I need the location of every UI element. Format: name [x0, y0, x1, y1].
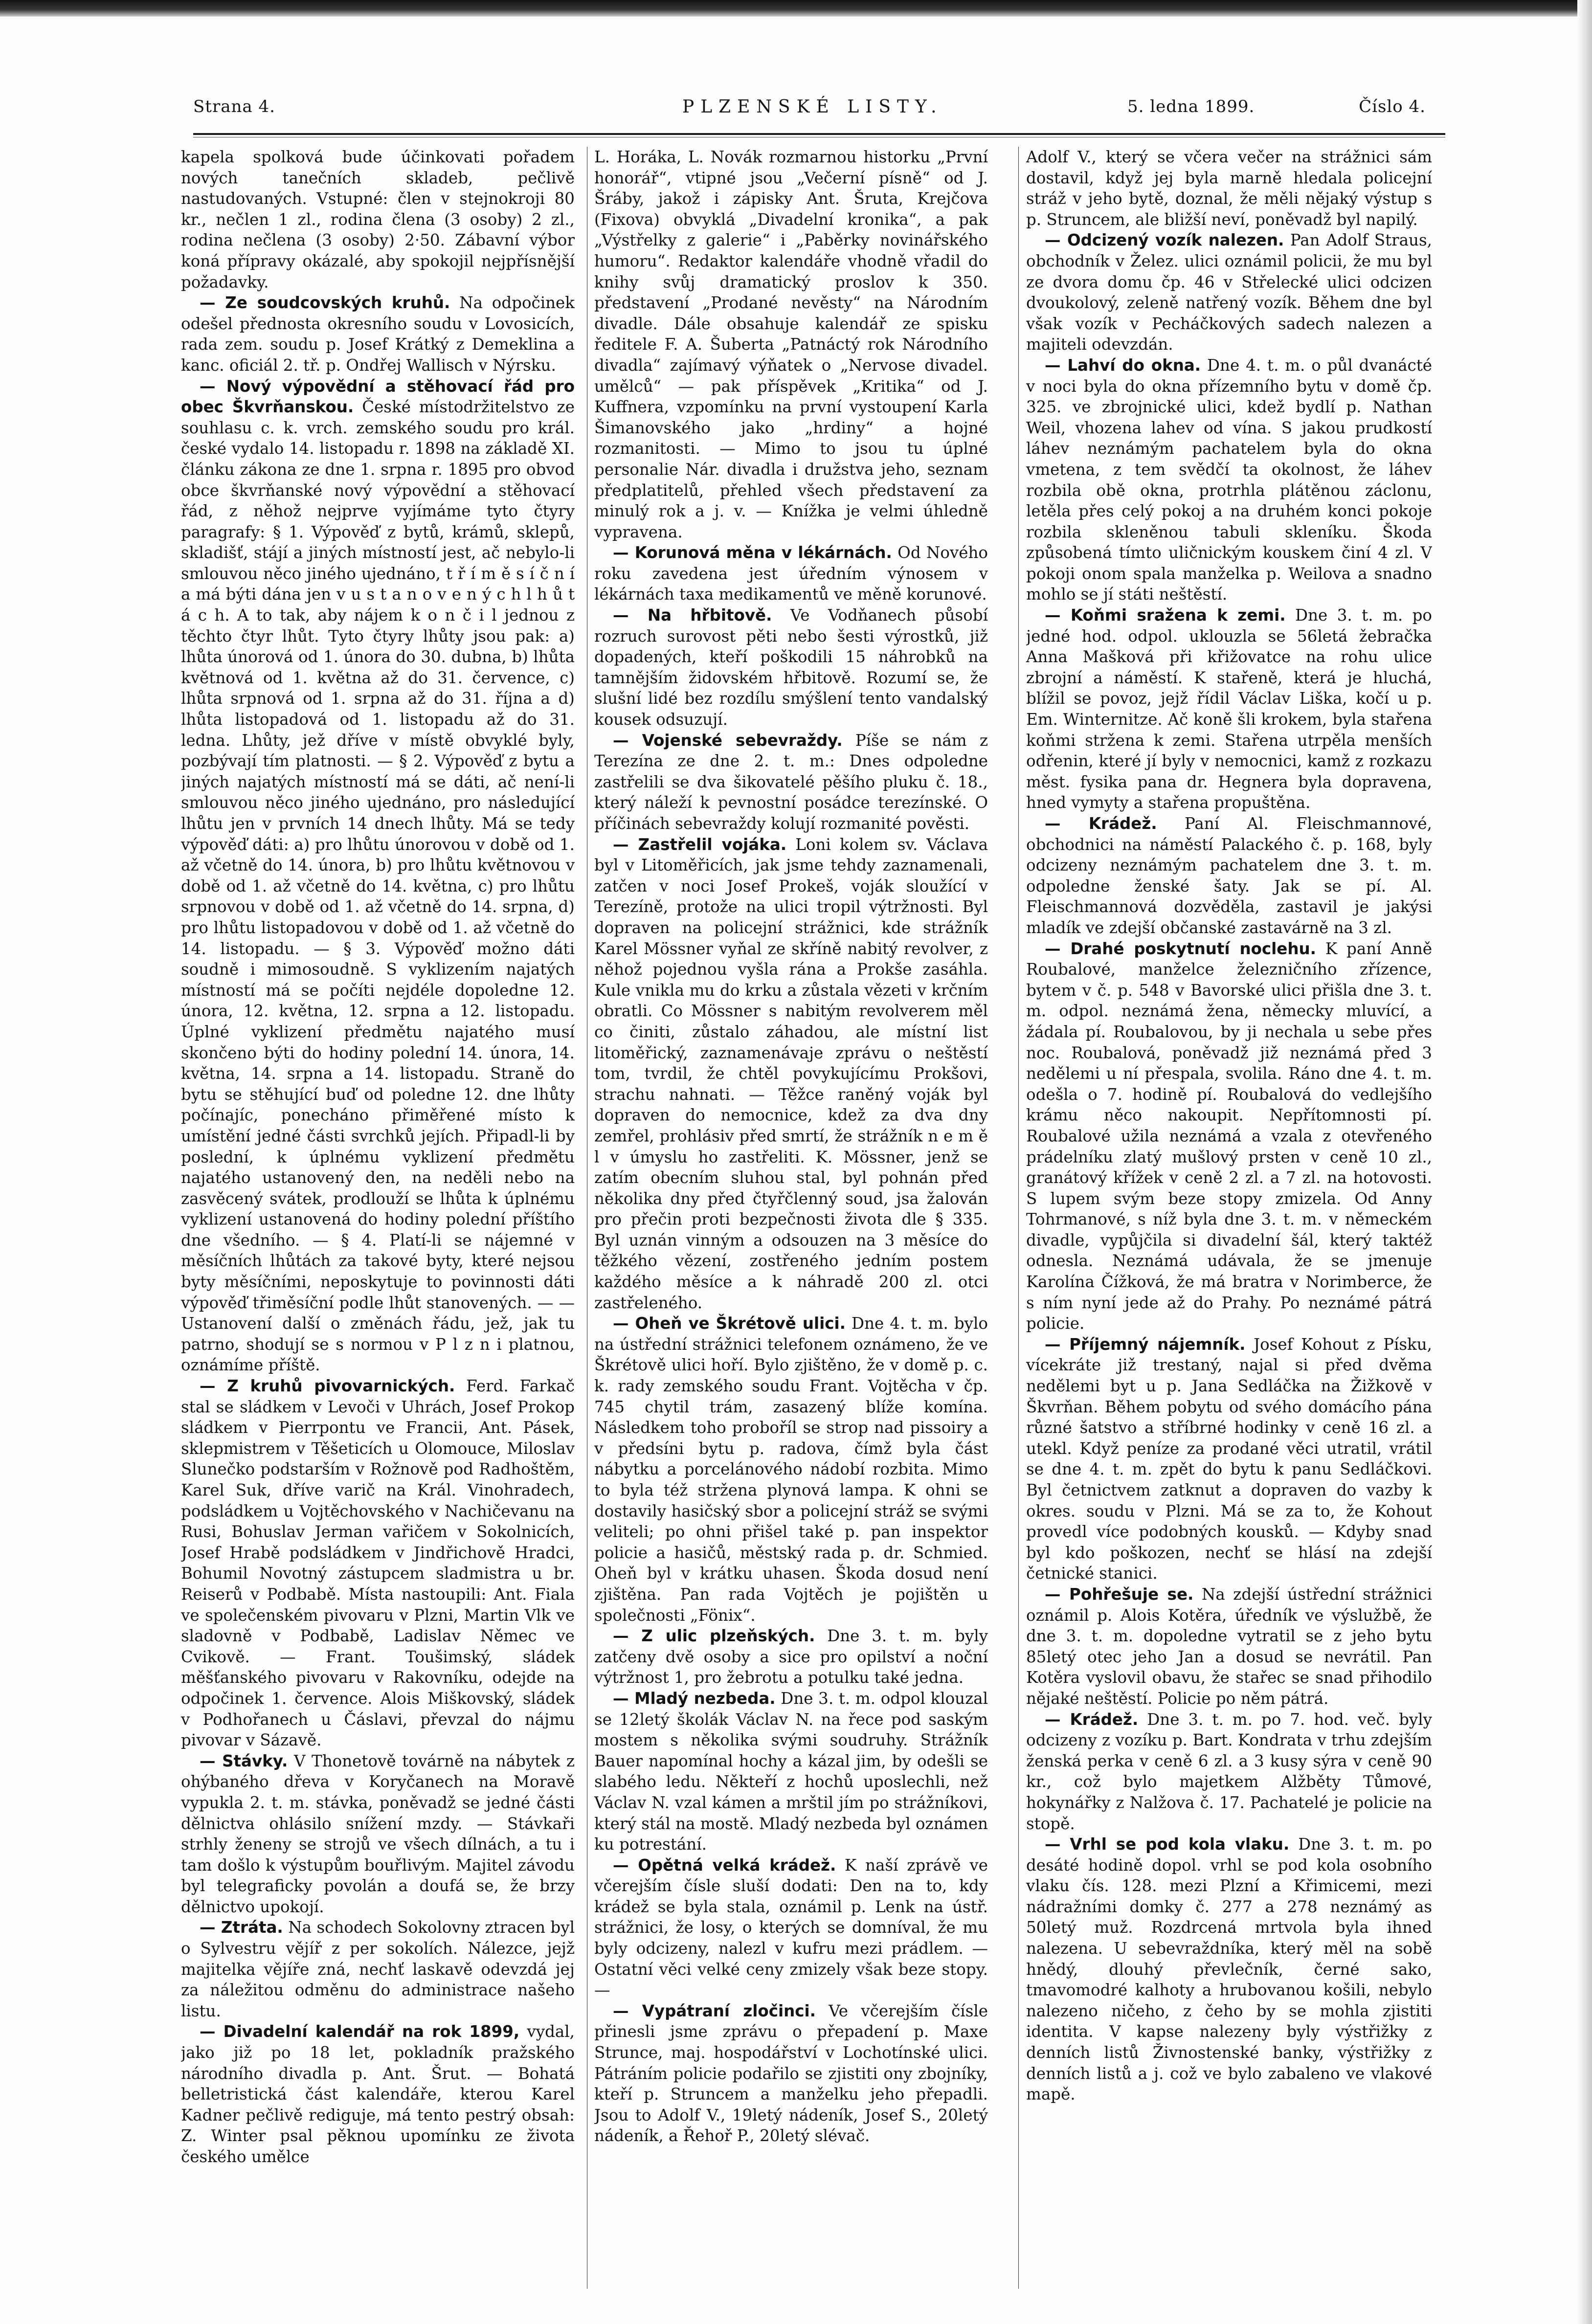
news-item — [594, 730, 988, 834]
news-item-heading: — Odcizený vozík nalezen. — [1045, 231, 1284, 250]
news-item — [1026, 605, 1432, 813]
news-item-text: Dne 3. t. m. byly zatčeny dvě osoby a sice pro opilství a noční výtržnost 1, pro žebrotu a potulku také jedna. — [594, 1627, 988, 1687]
news-item-heading: — Oheň ve Škrétově ulici. — [613, 1314, 846, 1333]
article-column-2 — [594, 147, 988, 2289]
news-item — [1026, 939, 1432, 1334]
news-item-text: Dne 3. t. m. po jedné hod. odpol. uklouzla se 56letá žebračka Anna Mašková při křižovatce na rohu ulice zbrojní a náměstí. K stařeně, která je hluchá, blížil se povoz, jejž řídil Václav Liška, kočí u p. Em. Winternitze. Ač koně šli krokem, byla stařena koňmi stržena k zemi. Stařena utrpěla menších odřenin, které jí byly v nemocnici, kamž z rozkazu měst. fysika pana dr. Hegnera byla dopravena, hned vymyty a stařena propuštěna. — [1026, 606, 1432, 812]
news-item-heading: — Vojenské sebevraždy. — [613, 731, 843, 750]
scan-edge — [1577, 0, 1592, 2324]
news-item-text: kapela spolková bude účinkovati pořadem nových tanečních skladeb, pečlivě nastudovaných. Vstupné: člen v stejnokroji 80 kr., nečlen 1 zl., rodina člena (3 osoby) 2 zl., rodina nečlena (3 osoby) 2·50. Zábavní výbor koná přípravy okázalé, aby spokojil nejpřísnější požadavky. — [181, 148, 575, 291]
news-item-text: L. Horáka, L. Novák rozmarnou historku „První honorář“, vtipné jsou „Večerní písně“ od J. Šráby, jakož i zápisky Ant. Šruta, Krejčova (Fixova) obvyklá „Divadelní kronika“, a pak „Výstřelky z galerie“ i „Paběrky novinářského humoru“. Redaktor kalendáře vhodně vřadil do knihy svůj dramatický proslov k 350. představení „Prodané nevěsty“ na Národním divadle. Dále obsahuje kalendář ze spisku ředitele F. A. Šuberta „Patnáctý rok Národního divadla“ zajímavý výňatek o „Nervose divadel. umělců“ — pak příspěvek „Kritika“ od J. Kuffnera, vzpomínku na první vystoupení Karla Šimanovského jako „hrdiny“ a hojné rozmanitosti. — Mimo to jsou tu úplné personalie Nár. divadla i družstva jeho, seznam předplatitelů, přehled všech představení za minulý rok a j. v. — Knížka je velmi úhledně vypravena. — [594, 148, 988, 541]
news-item-text: Dne 3. t. m. po 7. hod. več. byly odcizeny z vozíku p. Bart. Kondrata v trhu zdejším ženská perka v ceně 6 zl. a 3 kusy sýra v ceně 90 kr., což bylo majetkem Alžběty Tůmové, hokynářky z Nalžova č. 17. Pachatelé je policie na stopě. — [1026, 1710, 1432, 1833]
news-item-text: Dne 4. t. m. bylo na ústřední strážnici telefonem oznámeno, že ve Škrétově ulici hoří. Bylo zjištěno, že v domě p. c. k. rady zemského soudu Frant. Vojtěcha v čp. 745 chytil trám, zasazený blíže komína. Následkem toho proboříl se strop nad pissoiry a v předsíni bytu p. radova, čímž byla část nábytku a porcelánového nádobí rozbita. Mimo to byla též stržena plynová lampa. K ohni se dostavily hasičský sbor a policejní stráž se svými veliteli; po ohni přišel také p. pan inspektor policie a hasičů, městský rada p. dr. Schmied. Oheň byl v krátku uhasen. Škoda dosud není zjištěna. Pan rada Vojtěch je pojištěn u společnosti „Fönix“. — [594, 1314, 988, 1625]
article-column-3 — [1026, 147, 1432, 2289]
news-item-text: K naší zprávě ve včerejším čísle sluší dodati: Den na to, kdy krádež se byla stala, oznámil p. Lenk na ústř. strážnici, že losy, o kterých se domníval, že mu byly odcizeny, nalezl v kufru mezi prádlem. — Ostatní věci velké ceny zmizely však beze stopy. — — [594, 1855, 988, 2000]
news-item-heading: — Pohřešuje se. — [1045, 1585, 1194, 1604]
news-item-text: V Thonetově továrně na nábytek z ohýbaného dřeva v Koryčanech na Moravě vypukla 2. t. m. stávka, poněvadž se jedné části dělnictva ohlásilo snížení mzdy. — Stávkaři strhly ženeny se strojů ve všech dílnách, a tu i tam došlo k výstupům bouřlivým. Majitel závodu byl telegraficky povolán a doufá se, že brzy dělnictvo upokojí. — [181, 1751, 575, 1916]
page-header — [193, 97, 1426, 126]
news-item-heading: — Krádež. — [1045, 814, 1157, 833]
news-item-heading: — Na hřbitově. — [613, 606, 772, 625]
news-item-text: Na odpočinek odešel přednosta okresního soudu v Lovosicích, rada zem. soudu p. Josef Krátký z Demeklina a kanc. oficiál 2. tř. p. Ondřej Wallisch v Nýrsku. — [181, 293, 575, 375]
news-item-text: Pan Adolf Straus, obchodník v Želez. ulici oznámil policii, že mu byl ze dvora domu čp. 46 v Střelecké ulici odcizen dvoukolový, zeleně natřený vozík. Během dne byl však vozík v Pecháčkových sadech nalezen a majiteli odevzdán. — [1026, 231, 1432, 354]
news-item-heading: — Z ulic plzeňských. — [613, 1627, 815, 1646]
scan-border — [0, 0, 1592, 17]
news-item-text: Na zdejší ústřední strážnici oznámil p. Alois Kotěra, úředník ve výslužbě, že dne 3. t. m. dopoledne vytratil se z jeho bytu 85letý otec jeho Jan a dosud se nevrátil. Pan Kotěra vyslovil obavu, že stařec se snad přihodilo nějaké neštěstí. Policie po něm pátrá. — [1026, 1585, 1432, 1708]
news-item-text: Dne 3. t. m. odpol klouzal se 12letý školák Václav N. na řece pod saským mostem s několika svými soudruhy. Strážník Bauer napomínal hochy a kázal jim, by odešli se slabého ledu. Někteří z hochů uposlechli, než Václav N. vzal kámen a mrštil jím po strážníkovi, který stál na mostě. Mladý nezbeda byl oznámen ku potrestání. — [594, 1689, 988, 1854]
news-item — [594, 605, 988, 730]
news-item-heading: — Divadelní kalendář na rok 1899, — [200, 2022, 520, 2041]
news-item-text: České místodržitelstvo ze souhlasu c. k. vrch. zemského soudu pro král. české vydalo 14. listopadu r. 1898 na základě XI. článku zákona ze dne 1. srpna r. 1895 pro obvod obce škvrňanské nový výpovědní a stěhovací řád, z něhož nejprve vyjímáme tyto čtyry paragrafy: § 1. Výpověď z bytů, krámů, sklepů, skladišť, stájí a jiných místností jest, ač nebylo-li smlouvou něco jiného ujednáno, t ř í m ě s í č n í a má býti dána jen v u s t a n o v e n ý c h l h ů t á c h. A to tak, aby nájem k o n č i l jednou z těchto čtyr lhůt. Tyto čtyry lhůty jsou pak: a) lhůta únorová od 1. února do 30. dubna, b) lhůta květnová od 1. května až do 31. července, c) lhůta srpnová od 1. srpna až do 31. října a d) lhůta listopadová od 1. listopadu až do 31. ledna. Lhůty, jež dříve v místě obvyklé byly, pozbývají tím platnosti. — § 2. Výpověď z bytu a jiných najatých místností má se dáti, ač není-li smlouvou něco jiného ujednáno, pro následující lhůtu jen v prvních 14 dnech lhůty. Má se tedy výpověď dáti: a) pro lhůtu únorovou v době od 1. až včetně do 14. února, b) pro lhůtu květnovou v době od 1. až včetně do 14. května, c) pro lhůtu srpnovou v době od 1. až včetně do 14. srpna, d) pro lhůtu listopadovou v době od 1. až včetně do 14. listopadu. — § 3. Výpověď možno dáti soudně i mimosoudně. S vyklizením najatých místností má se počíti nejdéle dopoledne 12. února, 12. května, 12. srpna a 12. listopadu. Úplné vyklizení předmětu najatého musí skončeno býti do hodiny polední 14. února, 14. května, 14. srpna a 14. listopadu. Straně do bytu se stěhující buď od poledne 12. dne lhůty počínajíc, ponecháno přiměřené místo k umístění jedné části svrchků jejích. Připadl-li by poslední, k úplnému vyklizení předmětu najatého ustanovený den, na neděli nebo na zasvěcený svátek, prodlouží se lhůta k úplnému vyklizení ustanovená do hodiny polední příštího dne všedního. — § 4. Platí-li se nájemné v měsíčních lhůtách za takové byty, které nejsou byty měsíčními, neposkytuje to povinnosti dáti výpověď třiměsíční podle lhůt stanovených. — — Ustanovení další o změnách řádu, jež, jak tu patrno, shodují se s normou v P l z n i platnou, oznámíme příště. — [181, 398, 575, 1375]
news-item-heading: — Drahé poskytnutí noclehu. — [1045, 939, 1316, 958]
article-continuation — [594, 147, 988, 542]
news-item — [594, 542, 988, 605]
news-item — [181, 292, 575, 376]
news-item-heading: — Korunová měna v lékárnách. — [613, 543, 892, 562]
news-item-text: Dne 4. t. m. o půl dvanácté v noci byla do okna přízemního bytu v domě čp. 325. ve zbrojnické ulici, kdež bydlí p. Nathan Weil, vhozena lahev od vína. S jakou prudkostí láhev neznámým pachatelem byla do okna vmetena, z tem svědčí ta okolnost, že láhev rozbila obě okna, protrhla plátěnou záclonu, letěla přes celý pokoj a na druhém konci pokoje rozbila skleněnou tabuli skleníku. Škoda způsobená tímto uličnickým kouskem činí 4 zl. V pokoji onom spala manželka p. Weilova a snadno mohlo se jí státi neštěstí. — [1026, 356, 1432, 604]
news-item — [181, 1376, 575, 1751]
news-item — [594, 1688, 988, 1855]
news-item-text: Ferd. Farkač stal se sládkem v Levoči v Uhrách, Josef Prokop sládkem v Pierrpontu ve Francii, Ant. Pásek, sklepmistrem v Těšeticích u Olomouce, Miloslav Slunečko podstarším v Rožnově pod Radhoštěm, Karel Suk, dříve varič na Král. Vinohradech, podsládkem u Vojtěchovského v Nachičevanu na Rusi, Bohuslav Jerman vařičem v Sokolnicích, Josef Hrabě podsládkem v Jindřichově Hradci, Bohumil Novotný zástupcem sladmistra u br. Reiserů v Podbabě. Místa nastoupili: Ant. Fiala ve společenském pivovaru v Plzni, Martin Vlk ve sladovně v Podbabě, Ladislav Němec ve Cvikově. — Frant. Toušimský, sládek měšťanského pivovaru v Rakovníku, odejde na odpočinek 1. července. Alois Miškovský, sládek v Podhořanech u Čáslavi, převzal do nájmu pivovar v Sázavě. — [181, 1377, 575, 1750]
news-item-text: Na schodech Sokolovny ztracen byl o Sylvestru vějíř z per sokolích. Nálezce, jejž majitelka vějíře zná, nechť laskavě odevzdá jej za náležitou odměnu do administrace našeho listu. — [181, 1918, 575, 2020]
issue-number: Číslo 4. — [1359, 97, 1426, 116]
news-item-heading: — Nový výpovědní a stěhovací řád pro obec Škvrňanskou. — [181, 377, 575, 417]
news-item-heading: — Vrhl se pod kola vlaku. — [1045, 1835, 1290, 1854]
header-rule — [193, 133, 1445, 135]
news-item — [1026, 813, 1432, 939]
news-item — [181, 1751, 575, 1918]
news-item — [1026, 355, 1432, 605]
news-item-text: Píše se nám z Terezína ze dne 2. t. m.: Dnes odpoledne zastřelili se dva šikovatelé pěšího pluku č. 18., který náleží k pevnostní posádce terezínské. O příčinách sebevraždy kolují rozmanité pověsti. — [594, 731, 988, 833]
news-item-text: Dne 3. t. m. po desáté hodině dopol. vrhl se pod kola osobního vlaku čís. 128. mezi Plzní a Křimicemi, mezi nádražními domky č. 277 a 278 neznámý as 50letý muž. Rozdrcená mrtvola byla ihned nalezena. U sebevraždníka, který měl na sobě hnědý, dlouhý převlečník, černé sako, tmavomodré kalhoty a hrubovanou košili, nebylo nalezeno ničeho, z čeho by se mohla zjistiti identita. V kapse nalezeny byly výstřižky z denních listů Živnostenské banky, výstřižky z denních listů a j. což ve bylo zabaleno ve vlakové mapě. — [1026, 1835, 1432, 2104]
news-item — [1026, 1584, 1432, 1709]
news-item — [594, 834, 988, 1314]
news-item-heading: — Zastřelil vojáka. — [613, 835, 787, 854]
article-continuation — [181, 147, 575, 292]
news-item-text: Josef Kohout z Písku, vícekráte již trestaný, najal si před dvěma nedělemi byt u p. Jana Sedláčka na Žižkově v Škvrňan. Během pobytu od svého domácího pána různé šatstvo a stříbrné hodinky v ceně 16 zl. a utekl. Když peníze za prodané věci utratil, vrátil se dne 4. t. m. zpět do bytu k panu Sedláčkovi. Byl četnictvem zatknut a dopraven do vazby k okres. soudu v Plzni. Má se za to, že Kohout provedl více podobných kousků. — Kdyby snad byl kdo poškozen, nechť se hlásí na zdejší četnické stanici. — [1026, 1335, 1432, 1583]
news-item-text: K paní Anně Roubalové, manželce železničního zřízence, bytem v č. p. 548 v Bavorské ulici přišla dne 3. t. m. odpol. neznámá žena, německy mluvící, a žádala pí. Roubalovou, by ji nechala u sebe přes noc. Roubalová, poněvadž již neznámá před 3 nedělemi u ní přespala, svolila. Ráno dne 4. t. m. odešla o 7. hodině pí. Roubalová do vedlejšího krámu něco nakoupit. Nepřítomnosti pí. Roubalové užila neznámá a vzala z otevřeného prádelníku zlatý mušlový prsten v ceně 10 zl., granátový křížek v ceně 2 zl. a 7 zl. na hotovosti. S lupem svým beze stopy zmizela. Od Anny Tohrmanové, s níž byla dne 3. t. m. v německém divadle, vypůjčila si divadelní šál, který taktéž odnesla. Neznámá udávala, že se jmenuje Karolína Čížková, že má bratra v Norimberce, že s ním nyní jede až do Prahy. Po neznámé pátrá policie. — [1026, 939, 1432, 1333]
article-continuation — [1026, 147, 1432, 230]
newspaper-title: PLZENSKÉ LISTY. — [682, 97, 943, 117]
news-item — [594, 2001, 988, 2146]
article-column-1 — [181, 147, 575, 2289]
news-item-heading: — Koňmi sražena k zemi. — [1045, 606, 1286, 625]
news-item-heading: — Krádež. — [1045, 1710, 1139, 1729]
news-item-heading: — Stávky. — [200, 1751, 288, 1770]
news-item-text: Adolf V., který se včera večer na strážnici sám dostavil, když jej byla marně hledala policejní stráž v jeho bytě, doznal, že měli nějaký výstup s p. Struncem, ale bližší neví, poněvadž byl napilý. — [1026, 148, 1432, 229]
news-item — [1026, 1709, 1432, 1834]
news-item — [181, 376, 575, 1376]
news-item-text: Paní Al. Fleischmannové, obchodnici na náměstí Palackého č. p. 168, byly odcizeny neznámým pachatelem dne 3. t. m. odpoledne ženské šaty. Jak se pí. Al. Fleischmannová dozvěděla, zastavil je jakýsi mladík ve zdejší občanské zastavárně na 3 zl. — [1026, 814, 1432, 937]
news-item-heading: — Vypátraní zločinci. — [613, 2001, 816, 2020]
news-item-heading: — Opětná velká krádež. — [613, 1855, 836, 1875]
news-item-text: Loni kolem sv. Václava byl v Litoměřicích, jak jsme tehdy zaznamenali, zatčen v noci Josef Prokeš, voják sloužící v Terezíně, protože na ulici tropil výtržnosti. Byl dopraven na policejní strážnici, kde strážník Karel Mössner vyňal ze skříně nabitý revolver, z něhož pojednou vyšla rána a Prokše zasáhla. Kule vnikla mu do krku a zůstala vězeti v krčním obratli. Co Mössner s nabitým revolverem měl co činiti, zůstalo záhadou, ale místní list litoměřický, zaznamenávaje zprávu o neštěstí tom, tvrdil, že chtěl povykujícímu Prokšovi, strachu nahnati. — Těžce raněný voják byl dopraven do nemocnice, kdež za dva dny zemřel, prohlásiv před smrtí, že strážník n e m ě l v úmyslu ho zastřeliti. K. Mössner, jenž se zatím obecním sluhou stal, byl pohnán před několika dny před čtyřčlenný soud, jsa žalován pro přečin proti bezpečnosti života dle § 335. Byl uznán vinným a odsouzen na 3 měsíce do těžkého vězení, zostřeného jedním postem každého měsíce a k náhradě 200 zl. otci zastřeleného. — [594, 835, 988, 1312]
news-item-heading: — Mladý nezbeda. — [613, 1689, 776, 1708]
news-item-heading: — Ztráta. — [200, 1918, 283, 1937]
news-item — [1026, 230, 1432, 355]
news-item-text: Od Nového roku zavedena jest úředním výnosem v lékárnách taxa medikamentů ve měně korunové. — [594, 543, 988, 604]
news-item-text: Ve Vodňanech působí rozruch surovost pěti nebo šesti výrostků, již dopadených, kteří poškodili 15 náhrobků na tamnějším židovském hřbitově. Rozumí se, že slušní lidé bez rozdílu smýšlení tento vandalský kousek odsuzují. — [594, 606, 988, 729]
page-number: Strana 4. — [193, 97, 275, 116]
news-item — [1026, 1834, 1432, 2105]
news-item-heading: — Lahví do okna. — [1045, 356, 1201, 375]
news-item — [594, 1855, 988, 2001]
news-item — [594, 1626, 988, 1688]
news-item-heading: — Příjemný nájemník. — [1045, 1335, 1246, 1354]
issue-date: 5. ledna 1899. — [1127, 97, 1255, 116]
news-item-heading: — Ze soudcovských kruhů. — [200, 293, 450, 313]
news-item-text: Ve včerejším čísle přinesli jsme zprávu o přepadení p. Maxe Strunce, maj. hospodářství v Lochotínské ulici. Pátráním policie podařilo se zjistiti ony zbojníky, kteří p. Struncem a manželku jeho přepadli. Jsou to Adolf V., 19letý nádeník, Josef S., 20letý nádeník, a Řehoř P., 20letý slévač. — [594, 2001, 988, 2145]
column-divider — [1018, 147, 1019, 2289]
news-item — [594, 1313, 988, 1626]
news-item-heading: — Z kruhů pivovarnických. — [200, 1377, 455, 1396]
news-item — [1026, 1334, 1432, 1584]
news-item — [181, 1917, 575, 2021]
news-item — [181, 2021, 575, 2167]
news-item-text: vydal, jako již po 18 let, pokladník pražského národního divadla p. Ant. Šrut. — Bohatá belletristická část kalendáře, kterou Karel Kadner pečlivě rediguje, má tento pestrý obsah: Z. Winter psal pěknou upomínku ze života českého umělce — [181, 2022, 575, 2166]
